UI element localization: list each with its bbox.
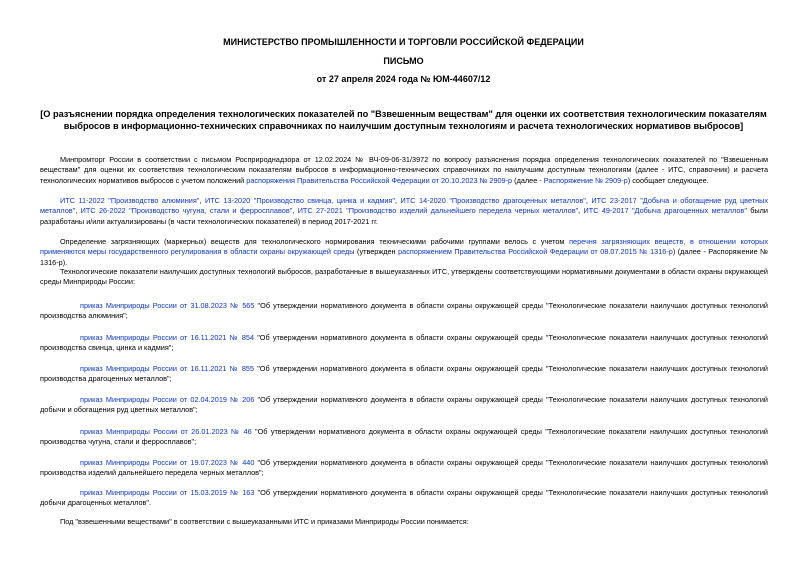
link-its-14-2020[interactable]: ИТС 14-2020 "Производство драгоценных металлов": [400, 196, 586, 205]
paragraph-intro: [40, 155, 768, 186]
order-item: [40, 364, 768, 385]
paragraph-pollutants: [40, 237, 768, 268]
document-subject: [О разъяснении порядка определения технологических показателей по "Взвешенным веществам" для оценки их соответствия технологическим показателям выбросов в информационно-технических справочниках по наилучшим доступным технологиям и расчета технологических нормативов выбросов]: [40, 109, 767, 131]
paragraph-text: ) (далее - Распоряжение № 1316-р).: [40, 247, 768, 267]
order-item: [40, 301, 768, 322]
link-decree-1316[interactable]: распоряжением Правительства Российской Федерации от 08.07.2015 № 1316-р: [398, 247, 673, 257]
order-item: [40, 427, 768, 448]
paragraph-text: Под "взвешенными веществами" в соответствии с вышеуказанными ИТС и приказами Минприроды России понимается:: [60, 517, 469, 526]
paragraph-definition: [40, 517, 768, 527]
order-text: "Об утверждении нормативного документа в области охраны окружающей среды "Технологические показатели наилучших доступных технологий производства изделий дальнейшего передела черных металлов";: [40, 458, 768, 478]
ministry-heading: МИНИСТЕРСТВО ПРОМЫШЛЕННОСТИ И ТОРГОВЛИ РОССИЙСКОЙ ФЕДЕРАЦИИ: [223, 37, 584, 47]
link-order-565[interactable]: приказ Минприроды России от 31.08.2023 № 565: [80, 301, 255, 310]
link-its-49-2017[interactable]: ИТС 49-2017 "Добыча драгоценных металлов": [583, 206, 747, 216]
order-text: "Об утверждении нормативного документа в области охраны окружающей среды "Технологические показатели наилучших доступных технологий производства чугуна, стали и ферросплавов";: [40, 427, 768, 447]
link-its-27-2021[interactable]: ИТС 27-2021 "Производство изделий дальнейшего передела черных металлов": [297, 206, 579, 216]
document-type-heading: ПИСЬМО: [383, 56, 424, 66]
order-text: "Об утверждении нормативного документа в области охраны окружающей среды "Технологические показатели наилучших доступных технологий добычи драгоценных металлов".: [40, 488, 768, 508]
link-its-11-2022[interactable]: ИТС 11-2022 "Производство алюминия": [60, 196, 200, 205]
paragraph-text: ,: [292, 206, 298, 216]
paragraph-text: ,: [578, 206, 584, 216]
document-date-number: от 27 апреля 2024 года № ЮМ-44607/12: [316, 74, 491, 84]
paragraph-text: (далее -: [512, 175, 544, 185]
link-order-440[interactable]: приказ Минприроды России от 19.07.2023 № 440: [80, 458, 255, 467]
paragraph-indicators: [40, 267, 768, 288]
order-text: "Об утверждении нормативного документа в области охраны окружающей среды "Технологические показатели наилучших доступных технологий производства алюминия";: [40, 301, 768, 321]
link-pollutant-list[interactable]: перечня загрязняющих веществ, в отношении которых применяются меры государственного регулирования в области охраны окружающей среды: [40, 237, 768, 257]
paragraph-text: ,: [75, 206, 81, 216]
order-text: "Об утверждении нормативного документа в области охраны окружающей среды "Технологические показатели наилучших доступных технологий производства драгоценных металлов";: [40, 364, 768, 384]
order-item: [40, 458, 768, 479]
paragraph-text: Определение загрязняющих (маркерных) веществ для технологического нормирования техническими рабочими группами велось с учетом: [60, 237, 570, 246]
link-order-854[interactable]: приказ Минприроды России от 16.11.2021 № 854: [80, 333, 255, 342]
link-its-13-2020[interactable]: ИТС 13-2020 "Производство свинца, цинка и кадмия": [204, 196, 395, 205]
order-text: "Об утверждении нормативного документа в области охраны окружающей среды "Технологические показатели наилучших доступных технологий производства свинца, цинка и кадмия";: [40, 333, 768, 353]
paragraph-text: (утвержден: [354, 247, 399, 257]
link-order-163[interactable]: приказ Минприроды России от 15.03.2019 № 163: [80, 488, 255, 497]
paragraph-text: ) сообщает следующее.: [627, 175, 709, 185]
link-its-26-2022[interactable]: ИТС 26-2022 "Производство чугуна, стали и ферросплавов": [80, 206, 293, 216]
link-its-23-2017[interactable]: ИТС 23-2017 "Добыча и обогащение руд цветных металлов": [40, 196, 769, 216]
order-item: [40, 395, 768, 416]
paragraph-text: ,: [199, 196, 205, 205]
order-item: [40, 333, 768, 354]
paragraph-text: Минпромторг России в соответствии с письмом Росприроднадзора от 12.02.2024 № ВЧ-09-06-31/3972 по вопросу разъяснения порядка определения технологических показателей по "Взвешенным веществам" для оценки их соответствия технологическим показателям выбросов в информационно-технических справочниках по наилучшим доступным технологиям (далее - ИТС, справочник) и расчета технологических нормативов выбросов с учетом положений: [40, 155, 768, 185]
order-text: "Об утверждении нормативного документа в области охраны окружающей среды "Технологические показатели наилучших доступных технологий добычи и обогащения руд цветных металлов";: [40, 395, 768, 415]
paragraph-text: были разработаны и/или актуализированы (в части технологических показателей) в период 2017-2021 гг.: [40, 206, 768, 226]
order-item: [40, 488, 768, 509]
paragraph-text: ,: [585, 196, 592, 205]
paragraph-its-list: [40, 196, 768, 227]
link-order-46[interactable]: приказ Минприроды России от 26.01.2023 № 46: [80, 427, 252, 436]
link-decree-2909-short[interactable]: Распоряжение № 2909-р: [543, 175, 628, 185]
link-order-206[interactable]: приказ Минприроды России от 02.04.2019 № 206: [80, 395, 255, 404]
link-decree-2909[interactable]: распоряжения Правительства Российской Федерации от 20.10.2023 № 2909-р: [246, 175, 513, 185]
paragraph-text: Технологические показатели наилучших доступных технологий выбросов, разработанные в вышеуказанных ИТС, утверждены соответствующими нормативными документами в области охраны окружающей среды Минприроды России:: [40, 267, 768, 287]
paragraph-text: ,: [394, 196, 401, 205]
link-order-855[interactable]: приказ Минприроды России от 16.11.2021 № 855: [80, 364, 255, 373]
